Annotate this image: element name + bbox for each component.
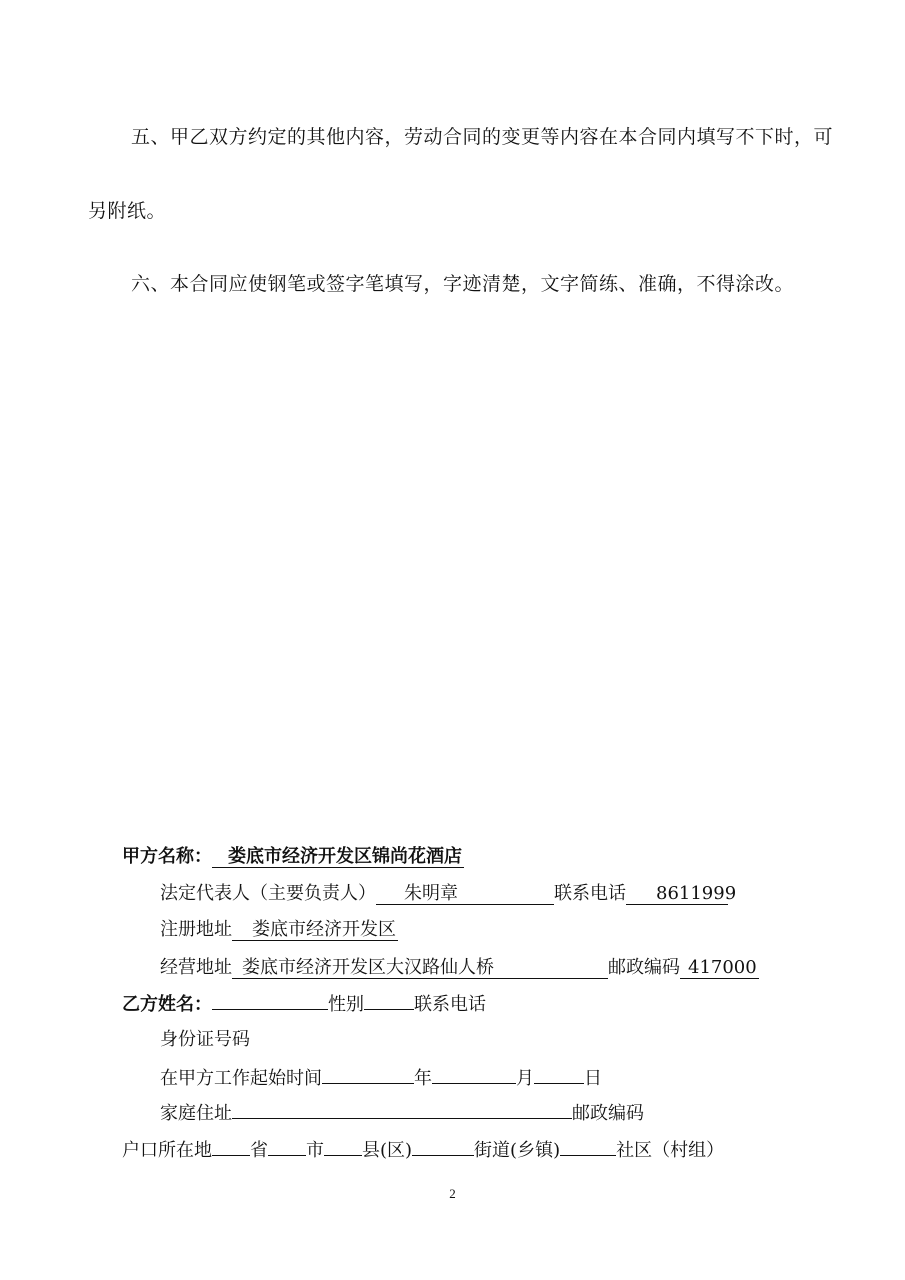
street-label: 街道(乡镇): [474, 1140, 561, 1161]
party-a-postcode-label: 邮政编码: [608, 957, 680, 978]
community-blank: [560, 1137, 616, 1156]
day-blank: [534, 1065, 584, 1084]
party-a-phone-value: 8611999: [626, 884, 728, 905]
party-b-name-row: [122, 991, 486, 1017]
party-b-name-blank: [212, 991, 328, 1010]
party-a-representative-row: [160, 882, 737, 906]
registered-address-value: 娄底市经济开发区: [232, 920, 398, 941]
county-blank: [324, 1137, 362, 1156]
province-blank: [212, 1137, 250, 1156]
hukou-label: 户口所在地: [122, 1140, 212, 1161]
representative-value: 朱明章: [376, 884, 554, 905]
party-a-name-row: [122, 845, 464, 869]
month-blank: [432, 1065, 516, 1084]
gender-blank: [364, 991, 414, 1010]
party-a-postcode-value: 417000: [680, 958, 759, 979]
page-number: 2: [449, 1186, 456, 1201]
id-number-label: 身份证号码: [160, 1029, 250, 1050]
party-b-postcode-label: 邮政编码: [572, 1103, 644, 1124]
hukou-row: [122, 1137, 724, 1163]
clause-five-line2: 另附纸。: [88, 200, 167, 222]
year-label: 年: [414, 1068, 432, 1089]
party-a-name-label: 甲方名称：: [122, 846, 212, 867]
clause-five-line1: 五、甲乙双方约定的其他内容，劳动合同的变更等内容在本合同内填写不下时，可: [131, 126, 834, 148]
operating-address-row: [160, 956, 759, 980]
street-blank: [412, 1137, 474, 1156]
start-date-label: 在甲方工作起始时间: [160, 1068, 322, 1089]
city-blank: [268, 1137, 306, 1156]
home-address-row: [160, 1100, 644, 1126]
start-date-row: [160, 1065, 602, 1091]
id-number-row: [160, 1028, 250, 1052]
gender-label: 性别: [328, 994, 364, 1015]
party-b-name-label: 乙方姓名：: [122, 994, 212, 1015]
month-label: 月: [516, 1068, 534, 1089]
home-address-label: 家庭住址: [160, 1103, 232, 1124]
home-address-blank: [232, 1100, 572, 1119]
community-label: 社区（村组）: [616, 1140, 725, 1161]
province-label: 省: [250, 1140, 268, 1161]
city-label: 市: [306, 1140, 324, 1161]
representative-label: 法定代表人（主要负责人）: [160, 883, 376, 904]
party-a-phone-label: 联系电话: [554, 883, 626, 904]
party-a-name-value: 娄底市经济开发区锦尚花酒店: [212, 847, 464, 868]
county-label: 县(区): [362, 1140, 413, 1161]
party-b-phone-label: 联系电话: [414, 994, 486, 1015]
registered-address-label: 注册地址: [160, 919, 232, 940]
registered-address-row: [160, 918, 398, 942]
operating-address-value: 娄底市经济开发区大汉路仙人桥: [232, 958, 608, 979]
day-label: 日: [584, 1068, 602, 1089]
operating-address-label: 经营地址: [160, 957, 232, 978]
clause-six: 六、本合同应使钢笔或签字笔填写，字迹清楚，文字简练、准确，不得涂改。: [131, 273, 795, 295]
year-blank: [322, 1065, 414, 1084]
